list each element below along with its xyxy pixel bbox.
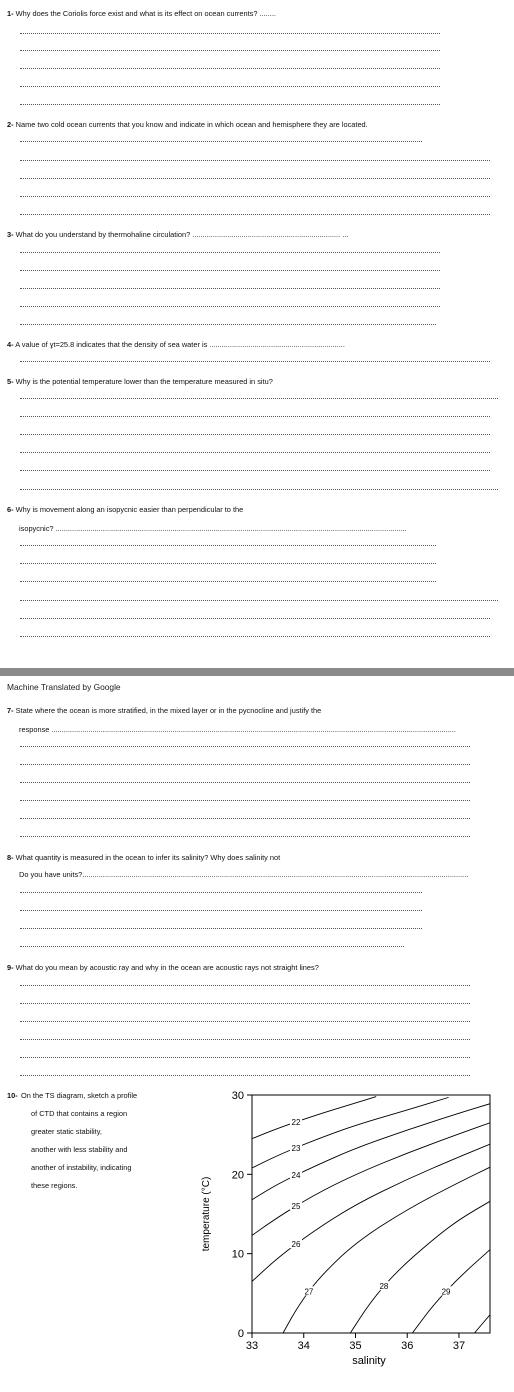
question-10-line: these regions. [31,1181,78,1190]
y-tick-label: 20 [231,1169,244,1182]
question-number: 8- [7,853,14,862]
question-number: 5- [7,377,14,386]
question-8-continued: Do you have units?............................................................................................................................................................................................ [19,870,469,879]
question-number: 6- [7,505,14,514]
question-text: State where the ocean is more stratified, in the mixed layer or in the pycnocline and justify the [15,706,322,715]
machine-translation-banner: Machine Translated by Google [7,682,121,692]
isopycnal-22 [252,1097,376,1139]
question-number: 10- [7,1091,18,1100]
contour-label: 22 [291,1117,301,1127]
x-tick-label: 37 [452,1340,466,1352]
question-text: Why is the potential temperature lower than the temperature measured in situ? [15,377,273,386]
question-text: What do you mean by acoustic ray and why in the ocean are acoustic rays not straight lines? [15,963,319,972]
x-tick-label: 36 [401,1340,414,1352]
x-tick-label: 33 [245,1340,259,1352]
contour-label: 29 [441,1287,451,1297]
y-tick-label: 10 [231,1248,244,1261]
x-axis-label: salinity [352,1355,386,1367]
question-text: Name two cold ocean currents that you know and indicate in which ocean and hemisphere they are located. [15,120,368,129]
isopycnal-28 [350,1201,490,1333]
question-number: 2- [7,120,14,129]
contour-label: 26 [291,1240,301,1250]
question-6-continued: isopycnic? ........................................................................................................................................................................... [19,524,407,533]
x-tick-label: 35 [349,1340,362,1352]
question-10-line: greater static stability, [31,1127,102,1136]
contour-label: 27 [304,1287,314,1297]
question-text: Why is movement along an isopycnic easier than perpendicular to the [15,505,244,514]
question-number: 7- [7,706,14,715]
contour-label: 23 [291,1143,301,1153]
question-text: What quantity is measured in the ocean to infer its salinity? Why does salinity not [15,853,281,862]
contour-label: 24 [291,1171,301,1181]
y-tick-label: 0 [237,1328,244,1340]
isopycnal-27 [283,1167,490,1333]
question-number: 4- [7,340,14,349]
question-10-line: another of instability, indicating [31,1163,132,1172]
isopycnal-edge [474,1315,490,1333]
question-10-line: another with less stability and [31,1145,128,1154]
x-tick-label: 34 [297,1340,310,1352]
isopycnal-26 [252,1144,490,1281]
contour-label: 25 [291,1202,301,1212]
y-tick-label: 30 [231,1090,244,1102]
question-number: 1- [7,9,14,18]
question-10-line: of CTD that contains a region [31,1109,128,1118]
contour-label: 28 [379,1282,389,1292]
question-text: Why does the Coriolis force exist and what is its effect on ocean currents? ........ [15,9,276,18]
question-text: A value of ɣt=25.8 indicates that the density of sea water is .................................................................. [15,340,345,349]
question-7-continued: response ..................................................................................................................................................................................................... [19,725,456,734]
question-number: 9- [7,963,14,972]
question-10-line: On the TS diagram, sketch a profile [21,1091,138,1100]
y-axis-label: temperature (°C) [201,1176,212,1252]
isopycnal-23 [252,1097,449,1168]
question-text: What do you understand by thermohaline circulation? ........................................................................ ... [15,230,349,239]
plot-frame [252,1095,490,1333]
question-number: 3- [7,230,14,239]
